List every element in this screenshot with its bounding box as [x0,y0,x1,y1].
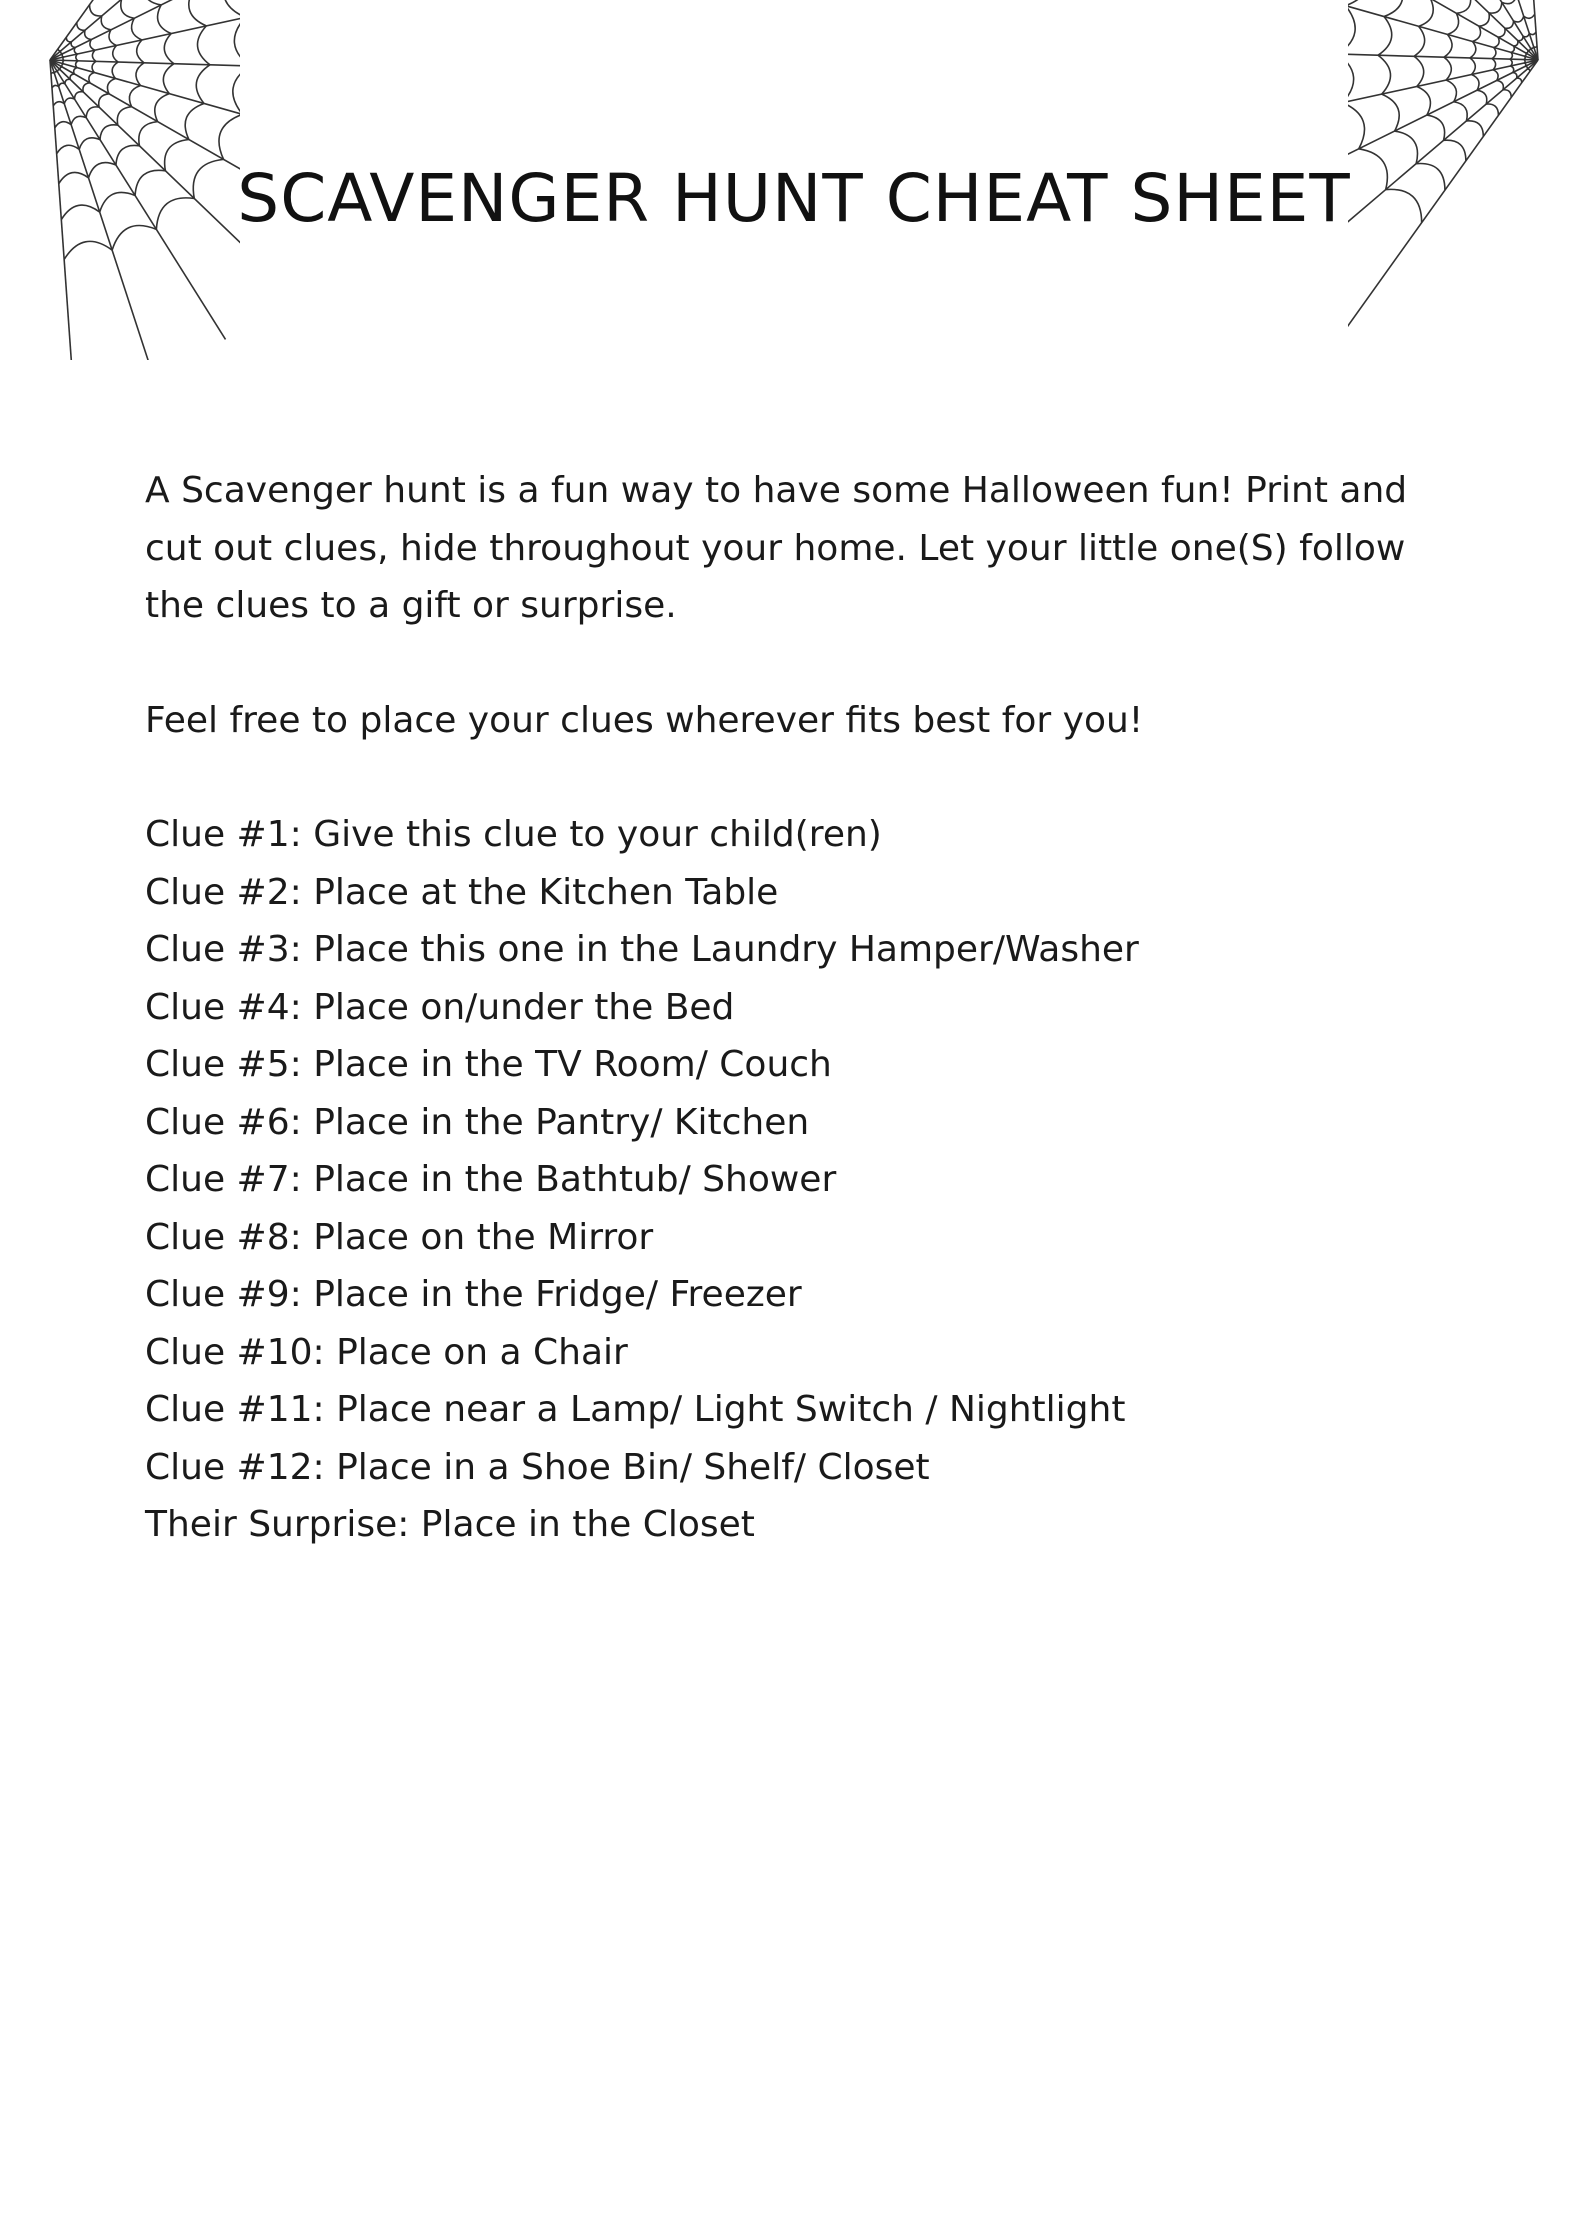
page-title: SCAVENGER HUNT CHEAT SHEET [237,160,1351,237]
list-item: Clue #12: Place in a Shoe Bin/ Shelf/ Closet [145,1446,930,1488]
main-content [145,462,1425,1554]
list-item: Clue #8: Place on the Mirror [145,1216,654,1258]
list-item: Clue #9: Place in the Fridge/ Freezer [145,1274,802,1315]
list-item: Clue #4: Place on/under the Bed [145,986,735,1028]
list-item: Clue #7: Place in the Bathtub/ Shower [145,1159,837,1200]
intro-paragraph: A Scavenger hunt is a fun way to have some Halloween fun! Print and cut out clues, hide throughout your home. Let your little one(S) follow the clues to a gift or surprise. [145,470,1408,626]
list-item: Clue #3: Place this one in the Laundry Hamper/Washer [145,929,1139,970]
list-item: Clue #6: Place in the Pantry/ Kitchen [145,1101,810,1143]
list-item: Clue #1: Give this clue to your child(ren) [145,814,882,855]
list-item: Their Surprise: Place in the Closet [145,1504,755,1545]
list-item: Clue #5: Place in the TV Room/ Couch [145,1044,832,1085]
placement-note: Feel free to place your clues wherever fits best for you! [145,699,1144,741]
list-item: Clue #2: Place at the Kitchen Table [145,871,779,913]
clue-list [145,806,1425,1554]
list-item: Clue #11: Place near a Lamp/ Light Switch / Nightlight [145,1389,1126,1430]
list-item: Clue #10: Place on a Chair [145,1331,628,1373]
